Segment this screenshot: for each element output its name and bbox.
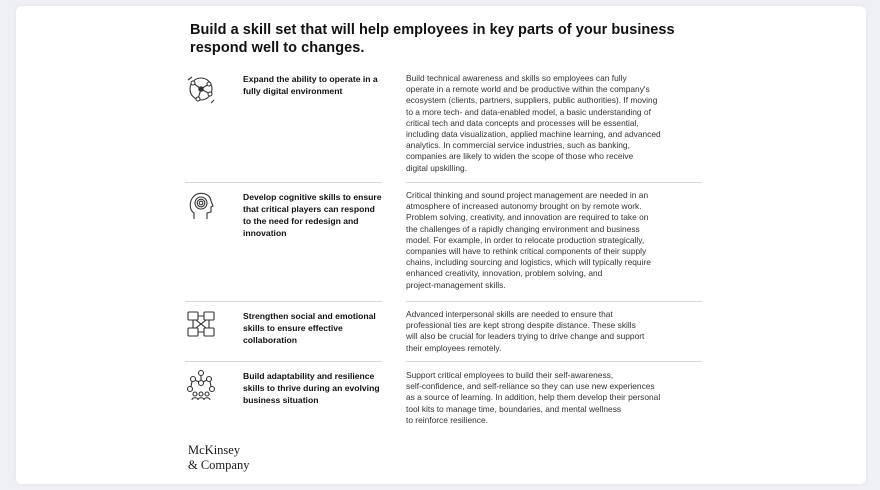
row-description: Build technical awareness and skills so employees can fully operate in a remote world and be productive within the company's ecosystem (clients, partners, suppliers, public authorities). If moving to a more tech- and data-enabled model, a basic understanding of critical tech and data concepts and processes will be essential, including data visualization, applied machine learning, and advanced analytics. In commercial service industries, such as banking, companies are likely to widen the scope of those who receive digital upskilling.	[406, 73, 661, 173]
row-description: Advanced interpersonal skills are needed to ensure that professional ties are kept strong despite distance. These skills will also be crucial for leaders trying to drive change and support their employees remotely.	[406, 309, 645, 353]
divider	[406, 361, 702, 362]
row-description: Critical thinking and sound project management are needed in an atmosphere of increased autonomy brought on by remote work. Problem solving, creativity, and innovation are required to take on the challenges of a rapidly changing environment and business model. For example, in order to relocate production strategically, companies will have to rethink critical components of their supply chains, including sourcing and logistics, which will typically require enhanced creativity, innovation, problem solving, and project-management skills.	[406, 190, 651, 290]
row-description: Support critical employees to build their self-awareness, self-confidence, and self-reliance so they can use new experiences as a source of learning. In addition, help them develop their personal tool kits to manage time, boundaries, and mental wellness to reinforce resilience.	[406, 370, 661, 425]
divider	[185, 182, 382, 183]
divider	[406, 182, 702, 183]
page-title: Build a skill set that will help employees in key parts of your business respond well to changes.	[190, 22, 675, 56]
mckinsey-logo	[188, 443, 249, 473]
divider	[406, 301, 702, 302]
divider	[185, 361, 382, 362]
logo-line-2: & Company	[188, 458, 250, 472]
people-network-icon	[184, 368, 218, 402]
row-heading: Strengthen social and emotional skills to ensure effective collaboration	[243, 311, 376, 345]
row-heading: Expand the ability to operate in a fully digital environment	[243, 74, 378, 96]
row-heading: Develop cognitive skills to ensure that critical players can respond to the need for redesign and innovation	[243, 192, 382, 238]
head-spiral-icon	[184, 189, 218, 223]
divider	[185, 301, 382, 302]
row-heading: Build adaptability and resilience skills to thrive during an evolving business situation	[243, 371, 380, 405]
logo-line-1: McKinsey	[188, 443, 241, 457]
hands-together-icon	[184, 307, 218, 341]
globe-network-icon	[184, 72, 218, 106]
